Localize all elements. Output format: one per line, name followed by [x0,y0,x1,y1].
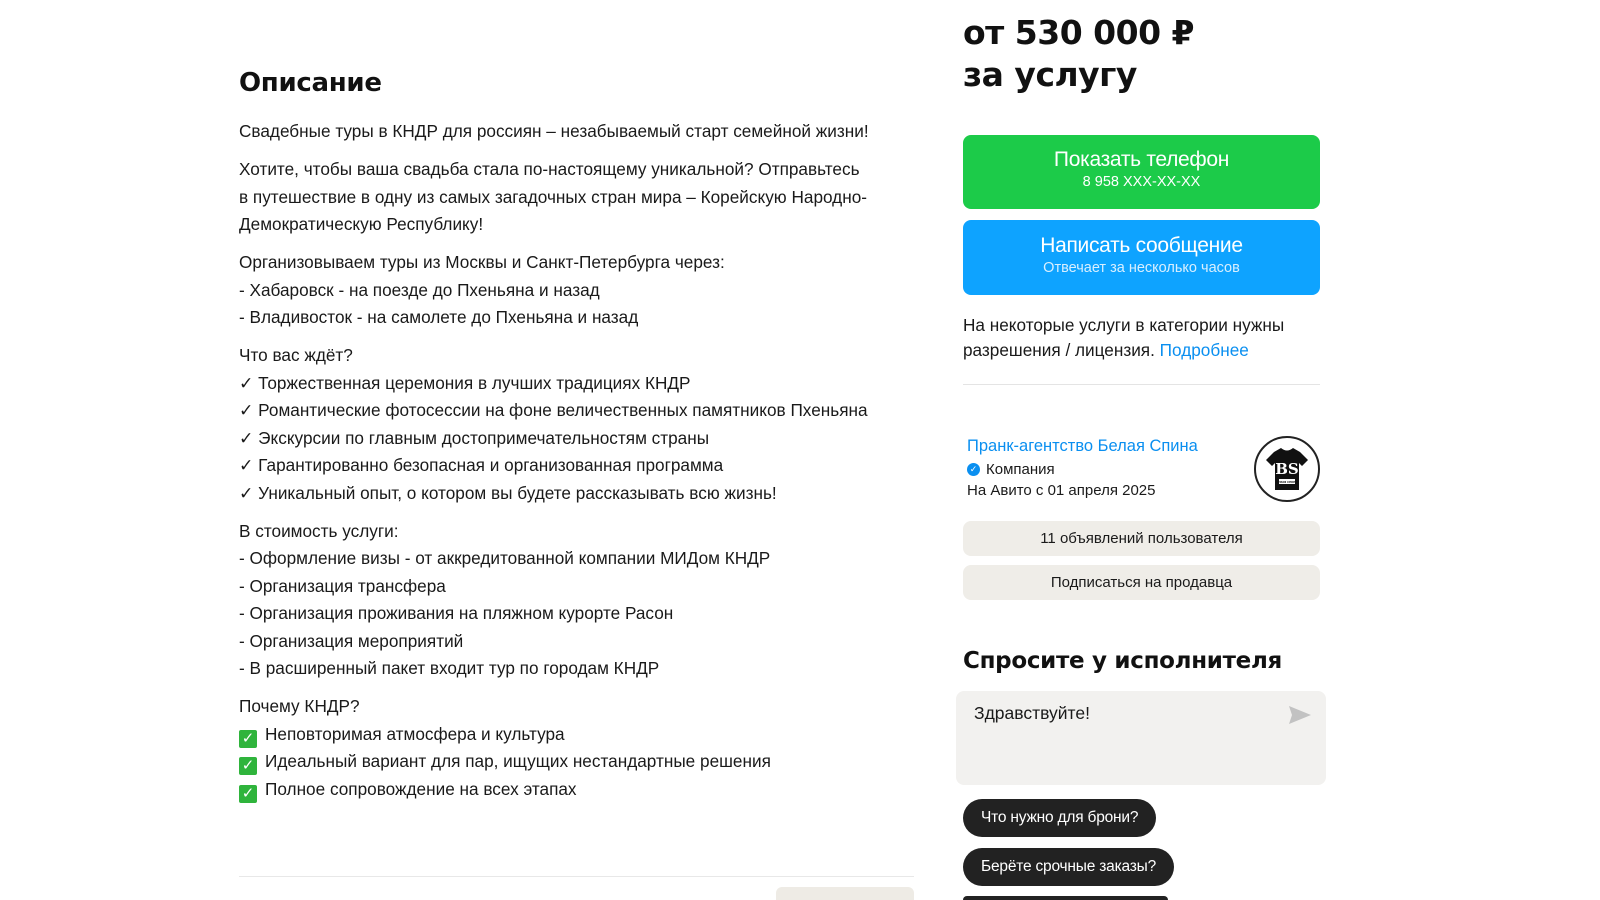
expect-item: ✓ Романтические фотосессии на фоне величественных памятников Пхеньяна [239,400,868,420]
why-item [239,721,914,749]
pitch-line: Хотите, чтобы ваша свадьба стала по-настоящему уникальной? Отправьтесь [239,159,860,179]
why-item-text: Полное сопровождение на всех этапах [265,778,577,799]
route-item: - Владивосток - на самолете до Пхеньяна и назад [239,307,639,327]
pitch-line: в путешествие в одну из самых загадочных стран мира – Корейскую Народно- [239,186,867,207]
seller-avatar[interactable] [1254,436,1320,502]
included-item: - Организация трансфера [239,575,446,596]
check-mark-icon: ✓ [239,730,257,748]
verified-icon: ✓ [967,463,980,476]
expect-heading: Что вас ждёт? [239,345,353,365]
included-item: - Оформление визы - от аккредитованной компании МИДом КНДР [239,548,771,568]
description-pitch [239,156,914,239]
expect-item: ✓ Уникальный опыт, о котором вы будете рассказывать всю жизнь! [239,482,777,503]
quick-question-chip[interactable]: Что нужно для брони? [963,799,1156,837]
tshirt-logo-icon [1256,438,1318,500]
why-item [239,776,914,804]
expect-item: ✓ Торжественная церемония в лучших традициях КНДР [239,372,691,393]
avatar-monogram: BS [1275,460,1299,478]
why-heading: Почему КНДР? [239,696,360,716]
why-item-text: Неповторимая атмосфера и культура [265,723,565,744]
description-expect [239,342,914,507]
license-notice [963,313,1323,363]
price-amount: от 530 000 ₽ [963,13,1194,52]
message-input[interactable] [974,703,1274,773]
description-included [239,518,914,683]
route-item: - Хабаровск - на поезде до Пхеньяна и назад [239,279,600,300]
divider [963,384,1320,385]
description-title: Описание [239,68,382,98]
send-icon[interactable] [1288,705,1312,725]
subscribe-seller-button[interactable]: Подписаться на продавца [963,565,1320,600]
why-item [239,748,914,776]
partial-button[interactable] [776,887,914,900]
show-phone-label: Показать телефон [1053,148,1230,171]
response-time: Отвечает за несколько часов [1043,260,1240,276]
description-section [239,68,914,814]
message-box [956,691,1326,785]
included-item: - Организация проживания на пляжном курорте Расон [239,603,674,623]
seller-since: На Авито с 01 апреля 2025 [967,482,1156,499]
check-mark-icon: ✓ [239,757,257,775]
expect-item: ✓ Экскурсии по главным достопримечательностям страны [239,427,710,448]
ask-executor-title: Спросите у исполнителя [963,648,1282,674]
price-unit: за услугу [963,55,1137,94]
seller-ads-button[interactable]: 11 объявлений пользователя [963,521,1320,556]
included-item: - Организация мероприятий [239,630,464,651]
partial-chip[interactable] [963,896,1168,900]
price [963,12,1194,96]
check-mark-icon: ✓ [239,785,257,803]
write-message-button[interactable] [963,220,1320,295]
write-message-label: Написать сообщение [1040,234,1243,257]
license-notice-text: На некоторые услуги в категории нужны разрешения / лицензия. [963,315,1285,360]
routes-heading: Организовываем туры из Москвы и Санкт-Петербурга через: [239,252,725,272]
seller-type-label: Компания [986,461,1055,478]
seller-type [967,461,1055,478]
seller-name-link[interactable]: Пранк-агентство Белая Спина [967,437,1198,455]
show-phone-button[interactable] [963,135,1320,209]
avatar-label: БЕЛАЯ СПИНА [1275,480,1299,484]
included-item: - В расширенный пакет входит тур по городам КНДР [239,658,660,678]
expect-item: ✓ Гарантированно безопасная и организованная программа [239,455,724,475]
more-info-link[interactable]: Подробнее [1159,340,1249,360]
quick-question-chip[interactable]: Берёте срочные заказы? [963,848,1174,886]
pitch-line: Демократическую Республику! [239,214,484,234]
included-heading: В стоимость услуги: [239,520,399,541]
description-why [239,693,914,803]
description-routes [239,249,914,332]
why-item-text: Идеальный вариант для пар, ищущих нестандартные решения [265,751,771,771]
phone-number-masked: 8 958 XXX-XX-XX [1082,174,1201,190]
description-intro: Свадебные туры в КНДР для россиян – незабываемый старт семейной жизни! [239,121,869,141]
section-divider [239,876,914,877]
